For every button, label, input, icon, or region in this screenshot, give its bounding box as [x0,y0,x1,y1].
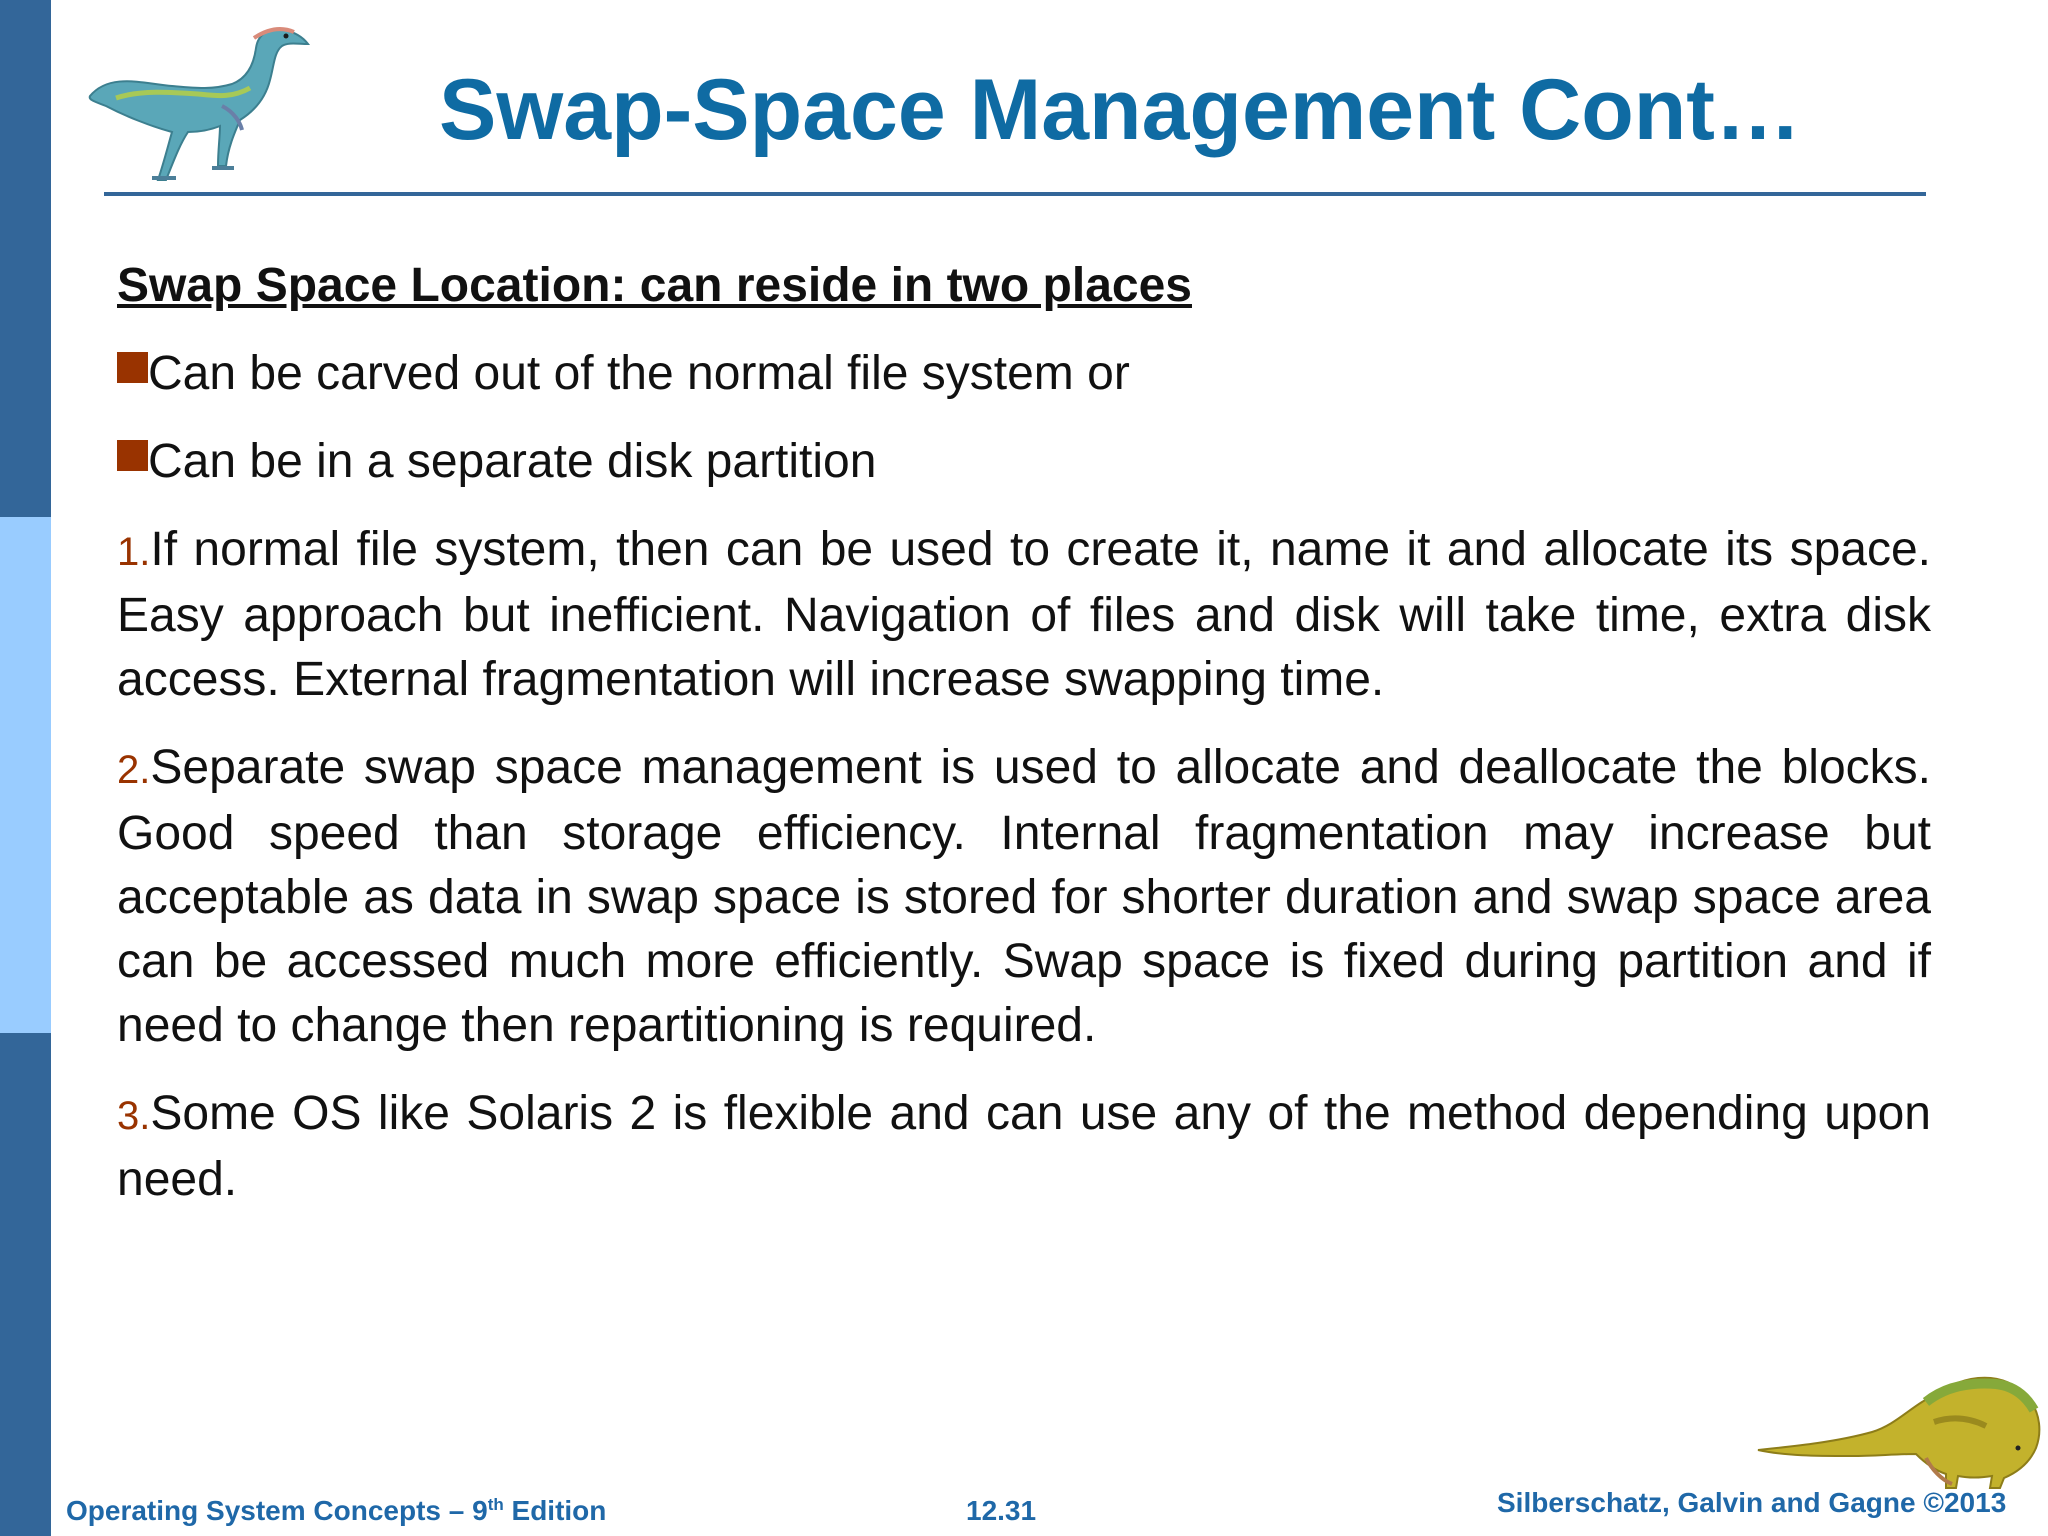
footer-book-sup: th [487,1495,504,1514]
footer-authors: Silberschatz, Galvin and Gagne ©2013 [1497,1487,2007,1518]
numbered-item [117,736,1931,1058]
title-divider [104,192,1926,196]
bullet-item [117,342,1931,406]
item-number: 3. [117,1094,151,1138]
footer-page-number: 12.31 [966,1495,1037,1526]
dinosaur-top-icon [80,18,312,188]
left-sidebar-bar [0,0,51,1536]
bullet-item [117,430,1931,494]
bullet-text: Can be carved out of the normal file system or [148,347,1130,400]
numbered-item [117,1082,1931,1212]
left-sidebar-highlight [0,517,51,1033]
slide-title: Swap-Space Management Cont… [439,62,1801,158]
dinosaur-bottom-icon [1756,1362,2044,1490]
bullet-square-icon [117,352,148,383]
numbered-item [117,518,1931,712]
item-text: Some OS like Solaris 2 is flexible and can use any of the method depending upon need. [117,1087,1931,1206]
bullet-square-icon [117,440,148,471]
footer-book-title [66,1494,606,1528]
item-text: If normal file system, then can be used to create it, name it and allocate its space. Easy approach but inefficient. Navigation of files and disk will take time, extra disk access. External fragmentation will increase swapping time. [117,523,1931,706]
section-heading: Swap Space Location: can reside in two places [117,259,1192,312]
footer-book-prefix: Operating System Concepts – 9 [66,1495,488,1526]
bullet-text: Can be in a separate disk partition [148,435,877,488]
slide-content [117,254,1931,1236]
item-number: 1. [117,530,151,574]
item-text: Separate swap space management is used to allocate and deallocate the blocks. Good speed than storage efficiency. Internal fragmentation may increase but acceptable as data in swap space is stored for shorter duration and swap space area can be accessed much more efficiently. Swap space is fixed during partition and if need to change then repartitioning is required. [117,741,1931,1052]
item-number: 2. [117,748,151,792]
footer-book-suffix: Edition [503,1495,607,1526]
